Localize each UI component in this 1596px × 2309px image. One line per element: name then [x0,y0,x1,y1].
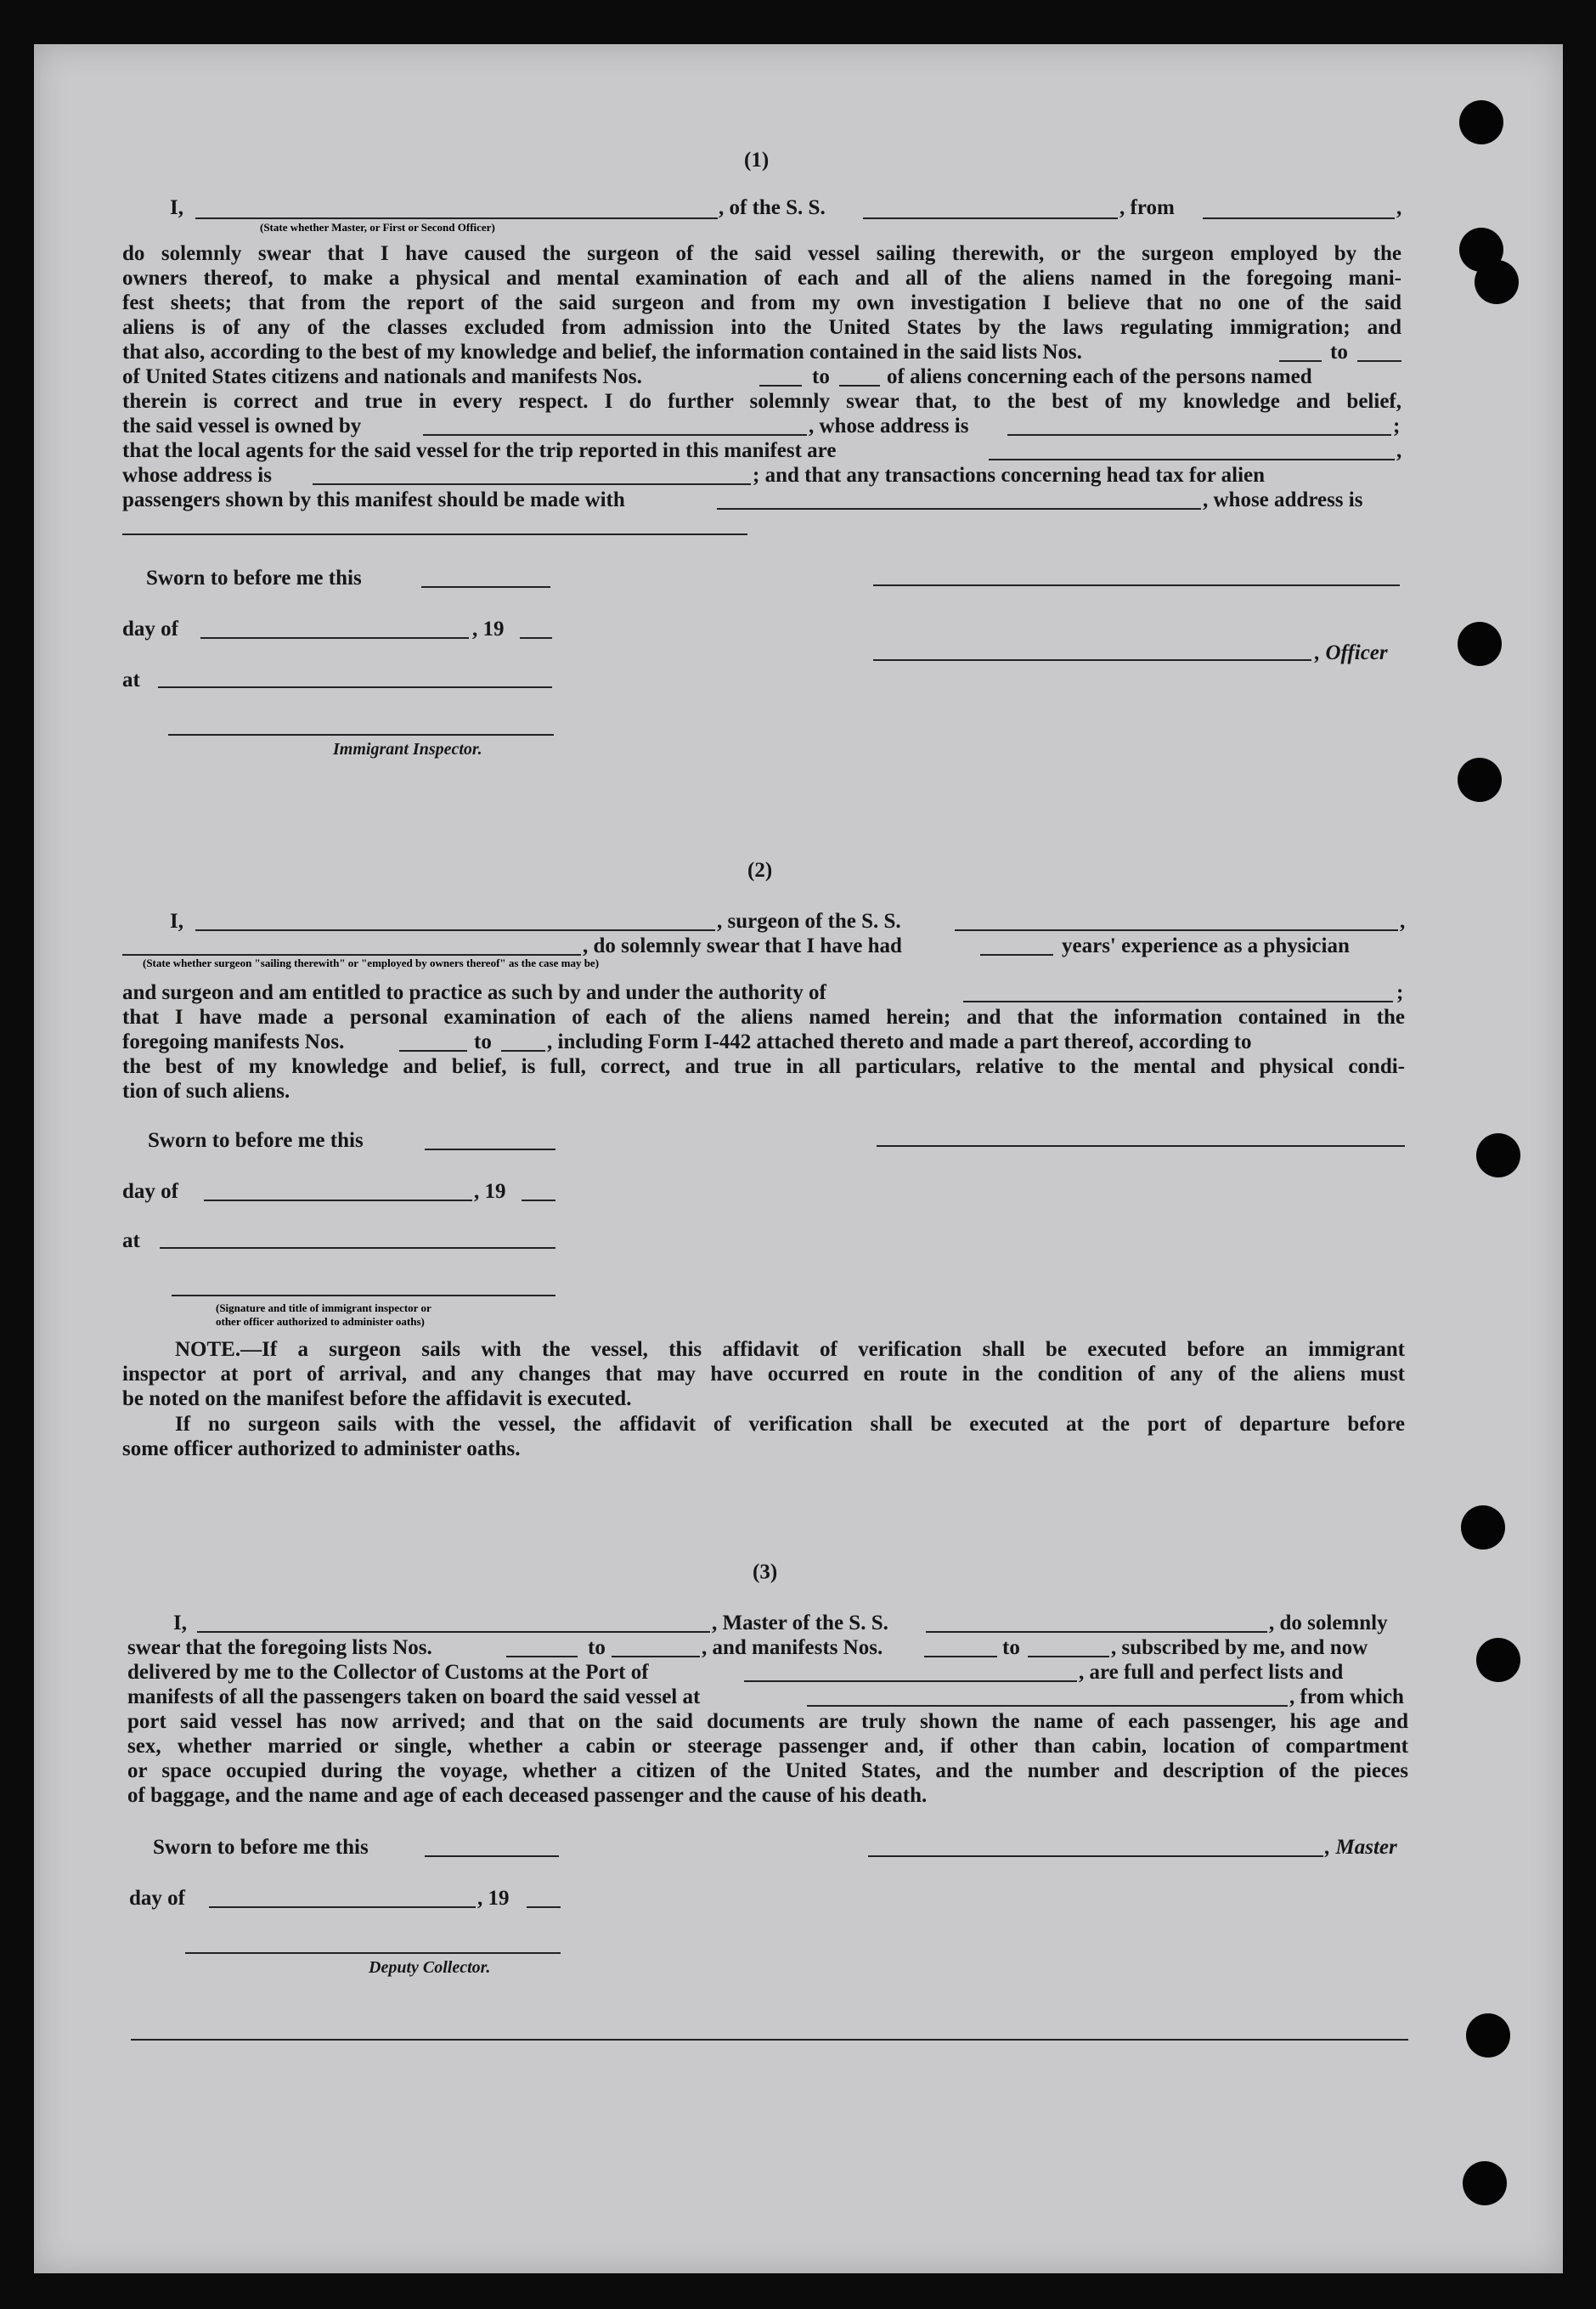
inspector-signature-line [168,734,554,736]
master-lists-to-line [612,1656,700,1657]
oath-3-text: , do solemnly [1269,1612,1388,1634]
year-label: , 19 [474,1180,506,1203]
day-of-line [200,637,469,639]
surgeon-name-line [195,929,715,931]
oath-1-text: whose address is [122,464,272,487]
day-of-line [204,1200,472,1201]
local-agents-line [989,459,1395,460]
oath-3-text: , and manifests Nos. [702,1636,883,1659]
oath-3-text: of baggage, and the name and age of each deceased passenger and the cause of his death. [127,1784,928,1807]
vessel-name-line [863,217,1118,219]
signature-note: (Signature and title of immigrant inspector or [216,1301,431,1314]
agent-address-line [313,483,751,485]
master-signature-line [868,1855,1323,1857]
punch-hole [1476,1638,1520,1682]
oath-2-text: that I have made a personal examination of each of the aliens named herein; and that the information contained in the [122,1006,1405,1029]
deputy-collector-label: Deputy Collector. [369,1958,491,1977]
port-line [744,1680,1077,1682]
owner-line [423,434,807,436]
officer-signature-line [873,584,1400,586]
day-of-label: day of [122,618,178,641]
oath-1-text: , whose address is [809,415,969,438]
year-line [527,1906,561,1908]
punch-hole [1458,758,1502,802]
head-tax-address-line [122,533,747,535]
note-text: be noted on the manifest before the affidavit is executed. [122,1387,632,1410]
oath-1-text: of United States citizens and nationals and manifests Nos. [122,365,642,388]
oath-1-text: passengers shown by this manifest should be made with [122,488,625,511]
surgeon-status-note: (State whether surgeon "sailing therewith" or "employed by owners thereof" as the case may be) [143,957,600,969]
at-label: at [122,669,140,692]
master-name-line [197,1631,710,1633]
oath-2-text: the best of my knowledge and belief, is full, correct, and true in all particulars, relative to the mental and physical condi- [122,1055,1405,1078]
immigrant-inspector-label: Immigrant Inspector. [333,740,482,759]
from-port-line [1203,217,1395,219]
master-manifests-to-line [1028,1656,1109,1657]
surgeon-manifests-from-line [399,1050,467,1052]
oath-3-text: port said vessel has now arrived; and that on the said documents are truly shown the name of each passenger, his age and [127,1710,1408,1733]
punch-hole [1463,2161,1507,2205]
oath-1-text: to [812,365,830,388]
year-line [522,1200,555,1201]
oath-3-text: manifests of all the passengers taken on board the said vessel at [127,1685,701,1708]
owner-address-line [1007,434,1391,436]
years-experience-line [980,954,1053,956]
punch-hole [1476,1133,1520,1177]
sworn-label: Sworn to before me this [148,1129,364,1152]
sworn-label: Sworn to before me this [153,1836,369,1859]
oath-1-text: ; [1393,415,1401,438]
manifests-from-line [759,385,802,387]
master-officer-note: (State whether Master, or First or Second Officer) [260,221,495,234]
master-label: , Master [1325,1836,1397,1859]
of-the-ss-label: , of the S. S. [719,196,826,219]
day-of-label: day of [129,1887,185,1910]
oath-1-text: fest sheets; that from the report of the said surgeon and from my own investigation I believe that no one of the said [122,291,1401,314]
oath-2-text: , do solemnly swear that I have had [583,934,902,957]
year-label: , 19 [472,618,505,641]
sworn-label: Sworn to before me this [146,567,362,590]
note-text: inspector at port of arrival, and any changes that may have occurred en route in the condition of any of the aliens must [122,1363,1405,1386]
surgeon-of-ss-label: , surgeon of the S. S. [717,910,901,933]
from-comma: , [1396,196,1402,219]
section-3-heading: (3) [753,1561,778,1584]
oath-1-text: of aliens concerning each of the persons named [887,365,1312,388]
from-label: , from [1119,196,1175,219]
master-name-line [195,217,718,219]
master-manifests-from-line [924,1656,997,1657]
oath-3-I: I, [173,1612,187,1634]
note-text: some officer authorized to administer oaths. [122,1437,521,1460]
note-text: NOTE.—If a surgeon sails with the vessel, this affidavit of verification shall be executed before an immigrant [175,1338,1405,1361]
lists-from-line [1279,360,1322,362]
oath-3-text: , are full and perfect lists and [1079,1661,1344,1684]
day-of-line [209,1906,476,1908]
oath-3-text: delivered by me to the Collector of Customs at the Port of [127,1661,649,1684]
oath-2-I: I, [170,910,183,933]
manifests-to-line [839,385,880,387]
oath-3-text: to [1002,1636,1020,1659]
oath-2-text: to [474,1030,492,1053]
oath-1-text: therein is correct and true in every respect. I do further solemnly swear that, to the best of my knowledge and belief, [122,390,1401,413]
head-tax-line [717,508,1201,510]
punch-hole [1475,260,1519,304]
oath-1-text: ; and that any transactions concerning head tax for alien [753,464,1266,487]
oath-1-text: that also, according to the best of my knowledge and belief, the information contained in the said lists Nos. [122,341,1082,364]
surgeon-status-line [122,954,581,956]
punch-hole [1459,100,1503,144]
surgeon-manifests-to-line [501,1050,545,1052]
oath-3-text: sex, whether married or single, whether a cabin or steerage passenger and, if other than cabin, location of compartment [127,1735,1408,1758]
oath-3-text: to [588,1636,606,1659]
oath-1-text: owners thereof, to make a physical and mental examination of each and all of the aliens named in the foregoing mani- [122,267,1401,290]
oath-3-text: , subscribed by me, and now [1111,1636,1368,1659]
signature-note: other officer authorized to administer oaths) [216,1315,425,1328]
deputy-signature-line [185,1952,561,1954]
surgeon-vessel-line [955,929,1398,931]
oath-3-text: , from which [1289,1685,1404,1708]
at-place-line [160,1247,555,1249]
oath-1-text: aliens is of any of the classes excluded from admission into the United States by the laws regulating immigration; and [122,316,1401,339]
surgeon-vessel-comma: , [1400,910,1406,933]
embarkation-port-line [807,1705,1288,1707]
oath-2-text: ; [1396,981,1404,1004]
sworn-date-line [425,1149,555,1150]
oath-3-text: or space occupied during the voyage, whether a citizen of the United States, and the number and description of the pieces [127,1759,1408,1782]
master-lists-from-line [506,1656,578,1657]
lists-to-line [1357,360,1401,362]
punch-hole [1461,1505,1505,1550]
sworn-date-line [421,586,550,588]
surgeon-signature-line [877,1145,1405,1147]
punch-hole [1458,622,1502,666]
oath-3-text: swear that the foregoing lists Nos. [127,1636,432,1659]
authority-line [963,1001,1393,1002]
oath-1-text: to [1330,341,1348,364]
master-vessel-line [926,1631,1267,1633]
year-label: , 19 [477,1887,510,1910]
oath-2-text: years' experience as a physician [1062,934,1350,957]
year-line [520,637,552,639]
oath-1-I: I, [170,196,183,219]
note-text: If no surgeon sails with the vessel, the affidavit of verification shall be executed at the port of departure before [175,1413,1405,1436]
bottom-rule [131,2039,1408,2041]
oath-2-text: and surgeon and am entitled to practice as such by and under the authority of [122,981,826,1004]
officer-label: , Officer [1315,641,1388,664]
section-1-heading: (1) [744,149,770,172]
oath-1-text: , [1396,439,1402,462]
signature-title-line [172,1295,555,1296]
punch-hole [1466,2013,1510,2058]
oath-1-text: the said vessel is owned by [122,415,362,438]
oath-1-text: that the local agents for the said vessel for the trip reported in this manifest are [122,439,837,462]
at-place-line [158,686,552,688]
section-2-heading: (2) [747,859,773,882]
master-of-ss-label: , Master of the S. S. [712,1612,888,1634]
oath-1-text: do solemnly swear that I have caused the surgeon of the said vessel sailing therewith, or the surgeon employed by the [122,242,1401,265]
oath-1-text: , whose address is [1203,488,1363,511]
sworn-date-line [425,1855,559,1857]
officer-title-line [873,659,1311,661]
day-of-label: day of [122,1180,178,1203]
at-label: at [122,1229,140,1252]
oath-2-text: , including Form I-442 attached thereto and made a part thereof, according to [547,1030,1252,1053]
oath-2-text: foregoing manifests Nos. [122,1030,345,1053]
oath-2-text: tion of such aliens. [122,1080,290,1103]
